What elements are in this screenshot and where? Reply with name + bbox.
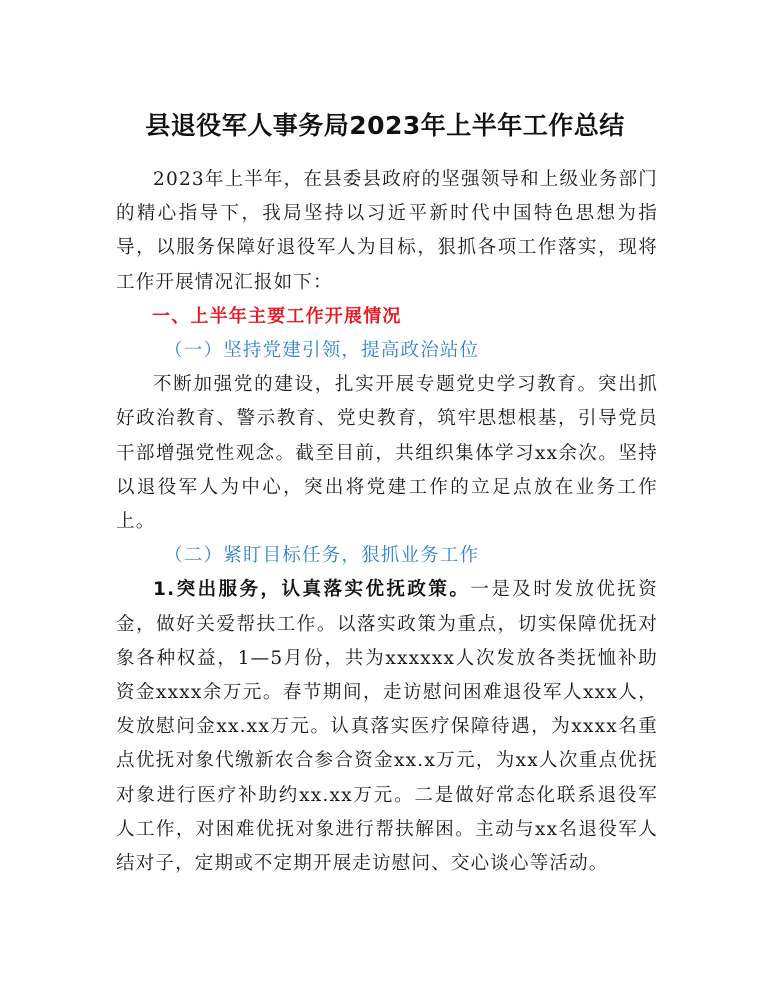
- section-heading-1: 一、上半年主要工作开展情况: [152, 305, 402, 327]
- subsection-heading-2: （二）紧盯目标任务，狠抓业务工作: [164, 545, 480, 567]
- item-1-text: 一是及时发放优抚资金，做好关爱帮扶工作。以落实政策为重点，切实保障优抚对象各种权益，1—5月份，共为xxxxxx人次发放各类抚恤补助资金xxxx余万元。春节期间，走访慰问困难退役军人xxx人，发放慰问金xx.xx万元。认真落实医疗保障待遇，为xxxx名重点优抚对象代缴新农合参合资金xx.x万元，为xx人次重点优抚对象进行医疗补助约xx.xx万元。二是做好常态化联系退役军人工作，对困难优抚对象进行帮扶解困。主动与xx名退役军人结对子，定期或不定期开展走访慰问、交心谈心等活动。: [116, 579, 658, 875]
- item-1-paragraph: [116, 573, 658, 881]
- subsection-1-paragraph: 不断加强党的建设，扎实开展专题党史学习教育。突出抓好政治教育、警示教育、党史教育，筑牢思想根基，引导党员干部增强党性观念。截至目前，共组织集体学习xx余次。坚持以退役军人为中心，突出将党建工作的立足点放在业务工作上。: [116, 374, 658, 533]
- document-title: 县退役军人事务局2023年上半年工作总结: [145, 111, 625, 140]
- document-body: [116, 163, 658, 881]
- item-1-lead: 1.突出服务，认真落实优抚政策。: [153, 579, 471, 601]
- subsection-heading-1: （一）坚持党建引领，提高政治站位: [164, 340, 480, 362]
- intro-paragraph: 2023年上半年，在县委县政府的坚强领导和上级业务部门的精心指导下，我局坚持以习近平新时代中国特色思想为指导，以服务保障好退役军人为目标，狠抓各项工作落实，现将工作开展情况汇报如下：: [116, 169, 658, 293]
